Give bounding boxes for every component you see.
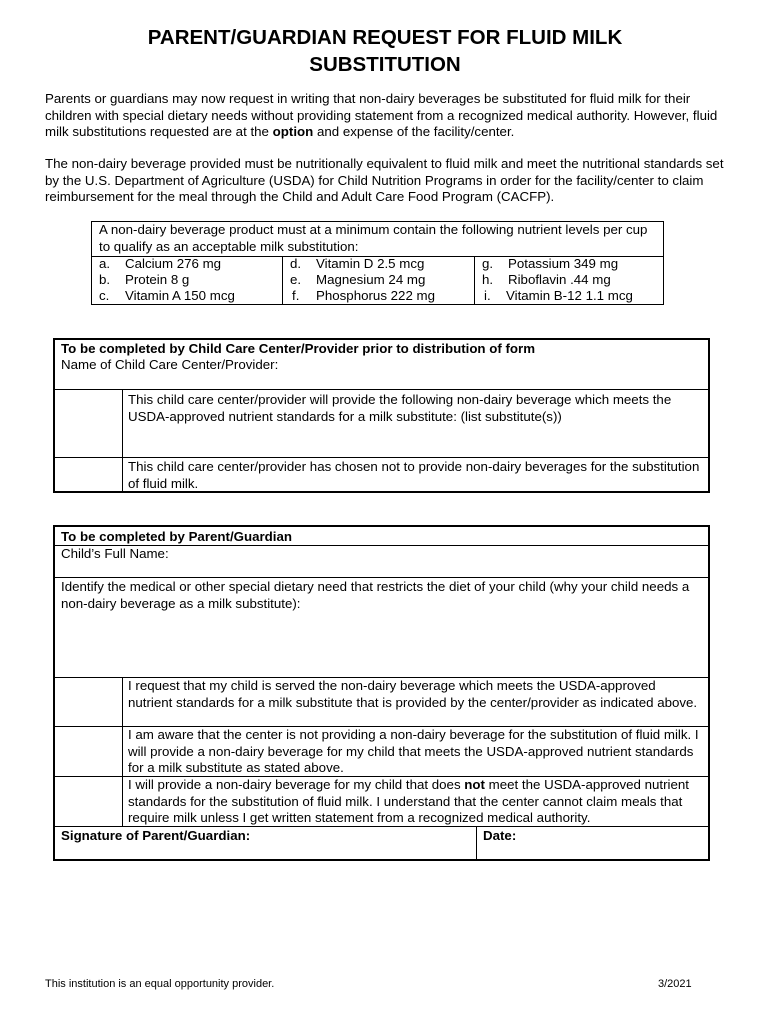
date-field[interactable] — [525, 828, 705, 856]
parent-option-1-checkbox[interactable] — [55, 678, 121, 726]
nutrient-item: e. Magnesium 24 mg — [290, 272, 426, 287]
footer-equal-opportunity: This institution is an equal opportunity provider. — [45, 978, 275, 990]
signature-field[interactable] — [61, 844, 471, 858]
provider-name-label: Name of Child Care Center/Provider: — [61, 357, 279, 372]
parent-option-2-text: I am aware that the center is not providing a non-dairy beverage for the substitution of fluid milk. I will provide a non-dairy beverage for my child that meets the USDA-approved nutrient standards for a milk substitute as stated above. — [128, 727, 699, 775]
provider-form-header: To be completed by Child Care Center/Provider prior to distribution of form — [61, 341, 536, 356]
nutrient-item: c. Vitamin A 150 mcg — [99, 288, 235, 303]
parent-form — [53, 525, 710, 861]
intro-text-a: Parents or guardians may now request in writing that non-dairy beverages be substituted for fluid milk for their children with special dietary needs without providing statement from a recognized medical authority. However, fluid milk substitutions requested are at the — [45, 91, 718, 139]
title-line-1: PARENT/GUARDIAN REQUEST FOR FLUID MILK — [147, 26, 623, 49]
provider-option-1-text: This child care center/provider will provide the following non-dairy beverage which meets the USDA-approved nutrient standards for a milk substitute: (list substitute(s)) — [128, 392, 672, 424]
dietary-need-field[interactable] — [61, 615, 701, 675]
nutrient-item: a. Calcium 276 mg — [99, 256, 222, 271]
provider-name-field[interactable] — [61, 374, 701, 388]
parent-form-header: To be completed by Parent/Guardian — [61, 529, 293, 544]
intro-text-b: and expense of the facility/center. — [313, 124, 515, 139]
nutrient-column-2 — [282, 256, 475, 304]
page-title — [60, 24, 710, 78]
nutrient-item: g. Potassium 349 mg — [482, 256, 619, 271]
footer-revision-date: 3/2021 — [658, 978, 692, 990]
signature-label: Signature of Parent/Guardian: — [61, 828, 251, 843]
nutrient-item: i. Vitamin B-12 1.1 mcg — [484, 288, 633, 303]
nutrient-item: b. Protein 8 g — [99, 272, 190, 287]
provider-option-2-checkbox[interactable] — [55, 458, 121, 491]
provider-form — [53, 338, 710, 493]
nutrient-item: h. Riboflavin .44 mg — [482, 272, 611, 287]
child-name-label: Child’s Full Name: — [61, 546, 169, 561]
parent-option-1-text: I request that my child is served the non-dairy beverage which meets the USDA-approved nutrient standards for a milk substitute that is provided by the center/provider as indicated above. — [128, 678, 698, 710]
date-label: Date: — [483, 828, 517, 843]
parent-option-2-checkbox[interactable] — [55, 727, 121, 776]
parent-option-3-checkbox[interactable] — [55, 777, 121, 826]
nutrient-column-3 — [474, 256, 665, 304]
parent-option-3-text: I will provide a non-dairy beverage for my child that does not meet the USDA-approved nutrient standards for the substitution of fluid milk. I understand that the center cannot claim meals that require milk unless I get written statement from a recognized medical authority. — [128, 777, 689, 825]
title-line-2: SUBSTITUTION — [309, 53, 461, 76]
intro-paragraph — [45, 91, 735, 141]
intro-text-bold: option — [272, 124, 314, 139]
nutrient-column-1 — [92, 256, 282, 304]
dietary-need-label: Identify the medical or other special dietary need that restricts the diet of your child (why your child needs a non-dairy beverage as a milk substitute): — [61, 579, 690, 611]
child-name-field[interactable] — [215, 546, 705, 576]
requirements-paragraph: The non-dairy beverage provided must be nutritionally equivalent to fluid milk and meet the nutritional standards set by the U.S. Department of Agriculture (USDA) for Child Nutrition Programs in order for the facility/center to claim reimbursement for the meal through the Child and Adult Care Food Program (CACFP). — [45, 156, 724, 204]
provider-option-1-checkbox[interactable] — [55, 390, 121, 456]
nutrient-intro: A non-dairy beverage product must at a minimum contain the following nutrient levels per cup to qualify as an acceptable milk substitution: — [99, 222, 648, 254]
provider-option-2-text: This child care center/provider has chosen not to provide non-dairy beverages for the substitution of fluid milk. — [128, 459, 700, 491]
nutrient-item: d. Vitamin D 2.5 mcg — [290, 256, 425, 271]
nutrient-requirements-box — [91, 221, 664, 305]
nutrient-item: f. Phosphorus 222 mg — [292, 288, 436, 303]
